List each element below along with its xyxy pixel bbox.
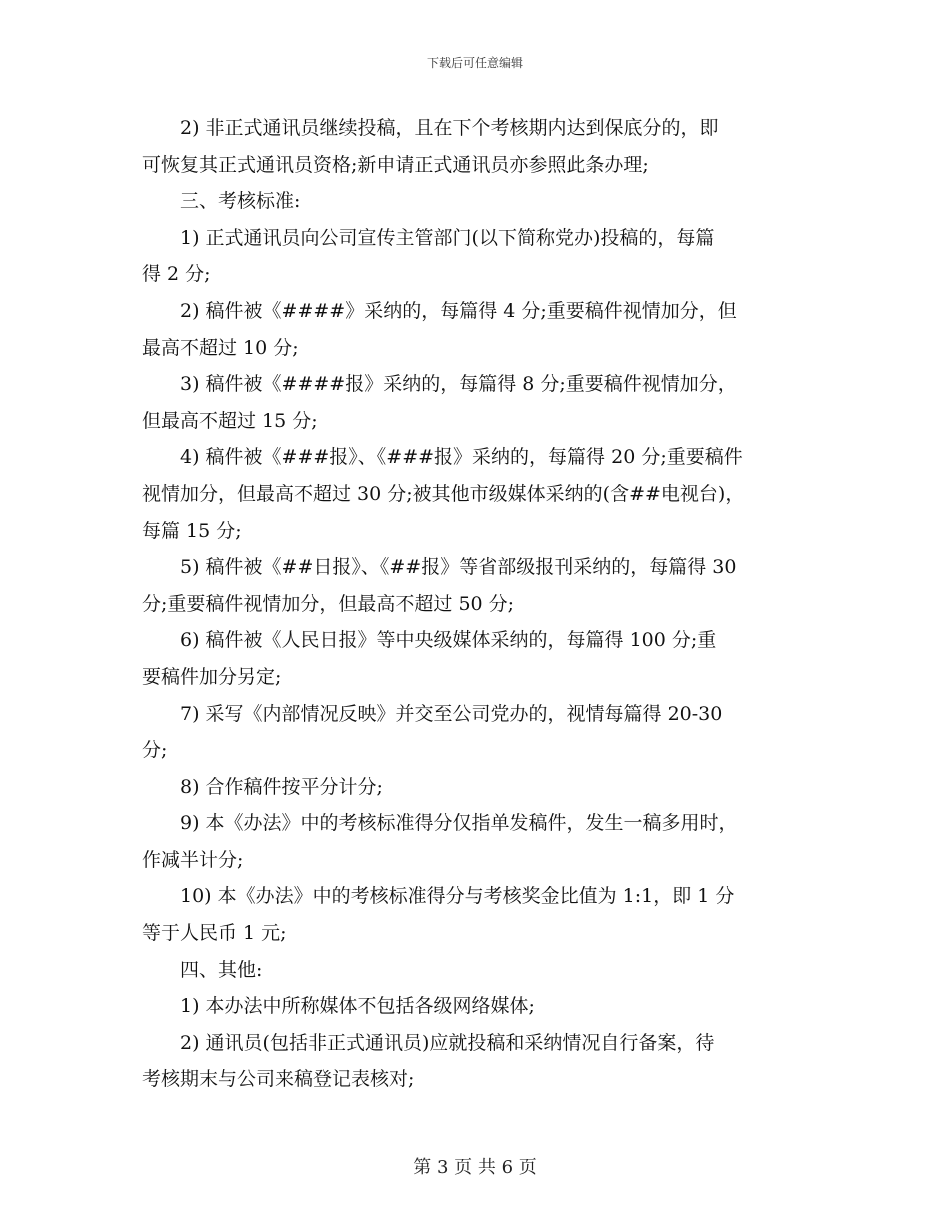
paragraph-line: 但最高不超过 15 分; <box>142 409 318 432</box>
paragraph-line: 作减半计分; <box>142 848 244 871</box>
paragraph-line: 1) 正式通讯员向公司宣传主管部门(以下简称党办)投稿的，每篇 <box>180 226 715 249</box>
paragraph-8 <box>142 622 814 695</box>
paragraph-line: 4) 稿件被《###报》、《###报》采纳的，每篇得 20 分;重要稿件 <box>180 446 743 469</box>
paragraph-line: 四、其他: <box>180 958 263 981</box>
paragraph-14 <box>142 988 814 1025</box>
paragraph-15 <box>142 1025 814 1098</box>
paragraph-line: 分;重要稿件视情加分，但最高不超过 50 分; <box>142 592 515 615</box>
paragraph-line: 2) 非正式通讯员继续投稿，且在下个考核期内达到保底分的，即 <box>180 117 719 139</box>
paragraph-line: 得 2 分; <box>142 263 211 286</box>
paragraph-line: 可恢复其正式通讯员资格;新申请正式通讯员亦参照此条办理; <box>142 153 649 176</box>
page-footer: 第 3 页 共 6 页 <box>413 1157 537 1178</box>
paragraph-line: 分; <box>142 739 168 762</box>
section-heading-standards <box>142 183 814 220</box>
paragraph-12 <box>142 878 814 951</box>
paragraph-10 <box>142 769 814 806</box>
page-header: 下载后可任意编辑 <box>426 56 523 70</box>
paragraph-line: 8) 合作稿件按平分计分; <box>180 775 383 798</box>
paragraph-9 <box>142 696 814 769</box>
paragraph-line: 5) 稿件被《##日报》、《##报》等省部级报刊采纳的，每篇得 30 <box>180 556 737 579</box>
paragraph-line: 每篇 15 分; <box>142 519 242 542</box>
paragraph-line: 10) 本《办法》中的考核标准得分与考核奖金比值为 1:1，即 1 分 <box>180 885 735 908</box>
paragraph-4 <box>142 293 814 366</box>
paragraph-11 <box>142 805 814 878</box>
paragraph-3 <box>142 220 814 293</box>
paragraph-5 <box>142 366 814 439</box>
paragraph-line: 最高不超过 10 分; <box>142 336 299 359</box>
paragraph-line: 2) 通讯员(包括非正式通讯员)应就投稿和采纳情况自行备案，待 <box>180 1031 715 1054</box>
paragraph-line: 6) 稿件被《人民日报》等中央级媒体采纳的，每篇得 100 分;重 <box>180 629 717 652</box>
paragraph-line: 2) 稿件被《####》采纳的，每篇得 4 分;重要稿件视情加分，但 <box>180 299 737 322</box>
paragraph-line: 9) 本《办法》中的考核标准得分仅指单发稿件，发生一稿多用时， <box>180 812 738 835</box>
paragraph-line: 三、考核标准: <box>180 190 301 213</box>
paragraph-line: 视情加分，但最高不超过 30 分;被其他市级媒体采纳的(含##电视台)， <box>142 482 745 505</box>
paragraph-line: 3) 稿件被《####报》采纳的，每篇得 8 分;重要稿件视情加分， <box>180 373 737 396</box>
paragraph-line: 要稿件加分另定; <box>142 665 282 688</box>
document-body <box>142 110 814 1098</box>
paragraph-line: 考核期末与公司来稿登记表核对; <box>142 1068 415 1091</box>
paragraph-line: 1) 本办法中所称媒体不包括各级网络媒体; <box>180 995 535 1018</box>
section-heading-other <box>142 952 814 989</box>
paragraph-1 <box>142 110 814 183</box>
paragraph-line: 等于人民币 1 元; <box>142 922 287 945</box>
paragraph-line: 7) 采写《内部情况反映》并交至公司党办的，视情每篇得 20-30 <box>180 702 723 725</box>
paragraph-7 <box>142 549 814 622</box>
paragraph-6 <box>142 439 814 549</box>
